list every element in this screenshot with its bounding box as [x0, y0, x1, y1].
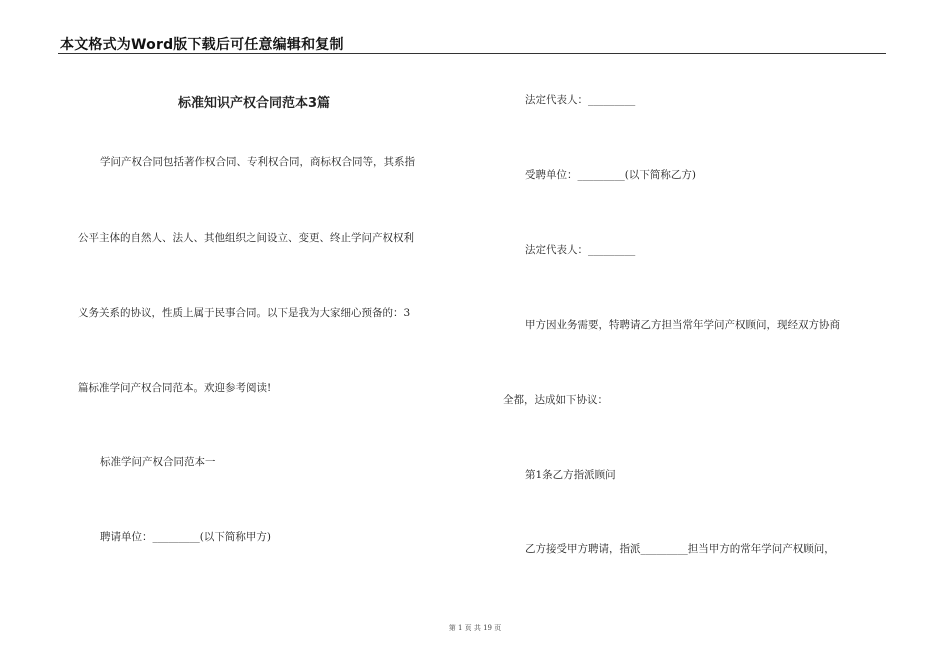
- paragraph-line: 受聘单位：_________(以下简称乙方): [525, 169, 696, 181]
- paragraph-line: 公平主体的自然人、法人、其他组织之间设立、变更、终止学问产权权利: [78, 232, 414, 244]
- paragraph-line: 全都，达成如下协议：: [503, 394, 608, 406]
- paragraph-line: 法定代表人：_________: [525, 94, 636, 106]
- paragraph-line: 法定代表人：_________: [525, 244, 636, 256]
- header-divider: [58, 53, 886, 54]
- document-title: 标准知识产权合同范本3篇: [178, 96, 331, 111]
- paragraph-line: 义务关系的协议，性质上属于民事合同。以下是我为大家细心预备的：3: [78, 307, 411, 319]
- section-heading: 标准学问产权合同范本一: [100, 456, 216, 468]
- section-heading: 第1条乙方指派顾问: [525, 469, 616, 481]
- paragraph-line: 篇标准学问产权合同范本。欢迎参考阅读!: [78, 382, 272, 394]
- header-banner: 本文格式为Word版下载后可任意编辑和复制: [60, 37, 344, 53]
- paragraph-line: 甲方因业务需要，特聘请乙方担当常年学问产权顾问，现经双方协商: [525, 319, 840, 331]
- paragraph-line: 学问产权合同包括著作权合同、专利权合同，商标权合同等，其系指: [100, 156, 415, 168]
- paragraph-line: 乙方接受甲方聘请，指派_________担当甲方的常年学问产权顾问，: [525, 543, 835, 555]
- page-number: 第 1 页 共 19 页: [448, 624, 502, 632]
- paragraph-line: 聘请单位：_________(以下简称甲方): [100, 531, 271, 543]
